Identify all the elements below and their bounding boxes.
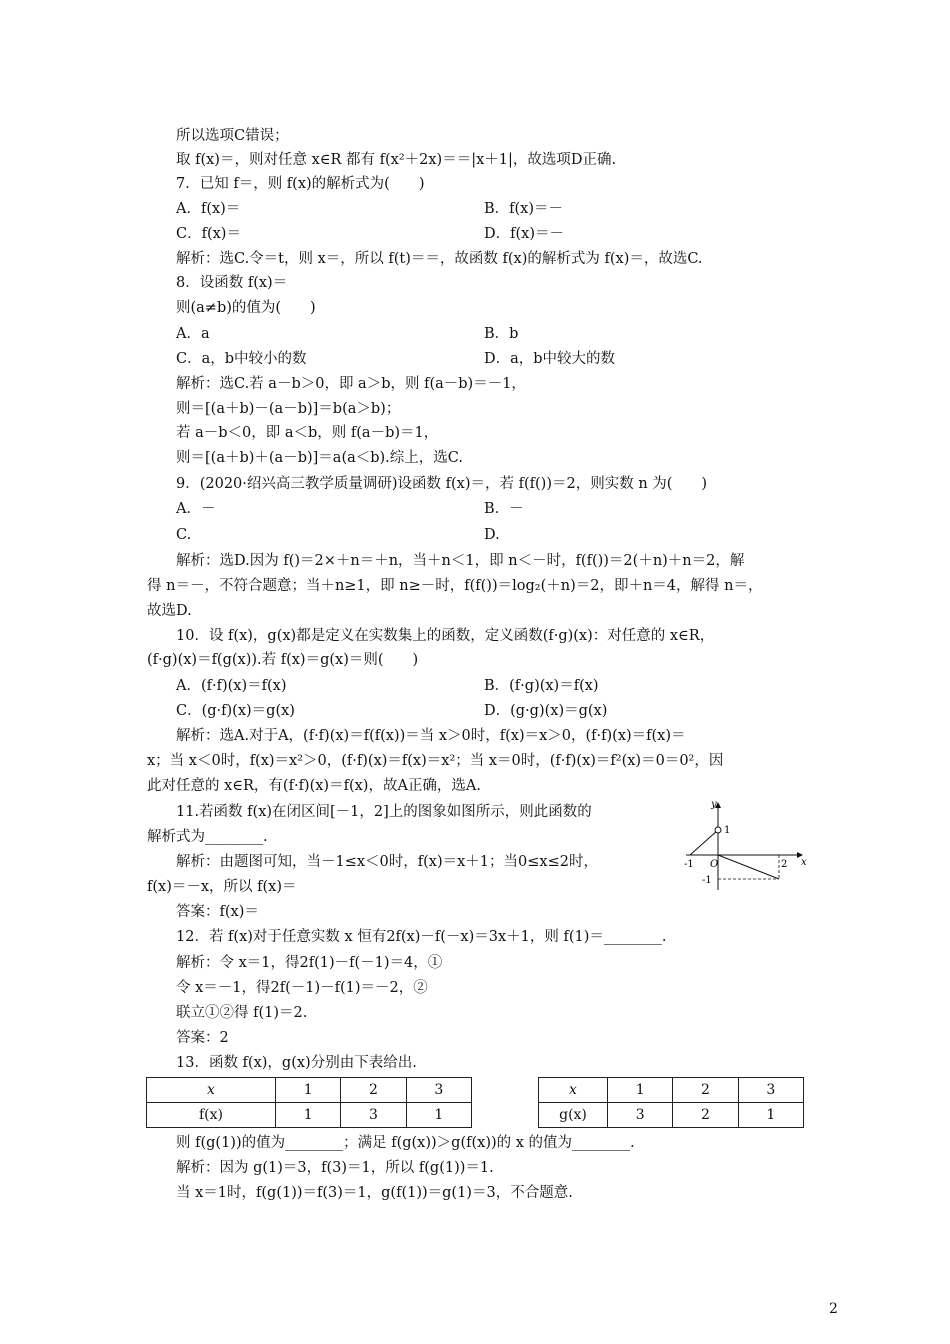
table-cell: 2 xyxy=(673,1103,738,1128)
solution-7: 解析：选C.令＝t，则 x＝，所以 f(t)＝＝，故函数 f(x)的解析式为 f(x)＝，故选C. xyxy=(176,251,703,267)
solution-13-line: 当 x＝1时，f(g(1))＝f(3)＝1，g(f(1))＝g(1)＝3，不合题意. xyxy=(176,1185,573,1201)
question-11: 11.若函数 f(x)在闭区间[－1，2]上的图象如图所示，则此函数的 xyxy=(176,804,592,820)
segment-right xyxy=(718,855,779,879)
x-axis-label: x xyxy=(801,857,807,868)
solution-8-line: 若 a－b＜0，即 a＜b，则 f(a－b)＝1， xyxy=(176,425,439,441)
option-b: B．f(x)＝－ xyxy=(484,201,564,217)
table-row xyxy=(539,1103,804,1128)
text-line: 取 f(x)＝，则对任意 x∈R 都有 f(x²＋2x)＝＝|x＋1|，故选项D正确. xyxy=(176,152,617,168)
question-8: 8．设函数 f(x)＝ xyxy=(176,275,288,291)
table-cell: 1 xyxy=(608,1078,673,1103)
tick-x-pos: 2 xyxy=(781,859,788,870)
question-11-cont: 解析式为________. xyxy=(147,829,268,845)
question-10: 10．设 f(x)，g(x)都是定义在实数集上的函数，定义函数(f·g)(x)：对任意的 x∈R， xyxy=(176,628,715,644)
table-cell: x xyxy=(147,1078,276,1103)
question-10-cont: (f·g)(x)＝f(g(x)).若 f(x)＝g(x)＝则( ) xyxy=(147,652,419,668)
text-line: 所以选项C错误； xyxy=(176,128,289,144)
option-c: C．(g·f)(x)＝g(x) xyxy=(176,703,295,719)
solution-10-line: 此对任意的 x∈R，有(f·f)(x)＝f(x)，故A正确，选A. xyxy=(147,778,481,794)
segment-left xyxy=(690,830,718,855)
solution-9: 解析：选D.因为 f()＝2×＋n＝＋n，当＋n＜1，即 n＜－时，f(f())＝2(＋n)＋n＝2，解 xyxy=(176,553,745,569)
solution-9-line: 得 n＝－，不符合题意；当＋n≥1，即 n≥－时，f(f())＝log₂(＋n)＝2，即＋n＝4，解得 n＝， xyxy=(147,578,763,594)
table-cell: 1 xyxy=(406,1103,471,1128)
option-a: A．(f·f)(x)＝f(x) xyxy=(176,678,287,694)
question-7: 7．已知 f＝，则 f(x)的解析式为( ) xyxy=(176,176,425,192)
question-12: 12．若 f(x)对于任意实数 x 恒有2f(x)－f(－x)＝3x＋1，则 f(1)＝________. xyxy=(176,929,667,945)
table-cell: 3 xyxy=(406,1078,471,1103)
solution-8: 解析：选C.若 a－b＞0，即 a＞b，则 f(a－b)＝－1， xyxy=(176,376,526,392)
solution-12-line: 令 x＝－1，得2f(－1)－f(1)＝－2，② xyxy=(176,980,428,996)
table-row xyxy=(539,1078,804,1103)
question-9: 9．(2020·绍兴高三教学质量调研)设函数 f(x)＝，若 f(f())＝2，则实数 n 为( ) xyxy=(176,476,708,492)
question-13: 13．函数 f(x)，g(x)分别由下表给出. xyxy=(176,1055,417,1071)
option-c: C．a，b中较小的数 xyxy=(176,351,307,367)
table-cell: 3 xyxy=(738,1078,803,1103)
page-number: 2 xyxy=(829,1301,838,1317)
table-cell: 3 xyxy=(341,1103,406,1128)
tick-y-neg: -1 xyxy=(702,875,712,886)
option-a: A．－ xyxy=(176,501,216,517)
solution-12-line: 联立①②得 f(1)＝2. xyxy=(176,1005,308,1021)
option-d: D. xyxy=(484,527,500,543)
answer-11: 答案：f(x)＝ xyxy=(176,904,259,920)
solution-11-line: f(x)＝－x，所以 f(x)＝ xyxy=(147,879,297,895)
option-a: A．a xyxy=(176,326,210,342)
open-point xyxy=(715,827,721,833)
tick-y-pos: 1 xyxy=(724,825,731,836)
answer-12: 答案：2 xyxy=(176,1030,229,1046)
table-cell: g(x) xyxy=(539,1103,608,1128)
y-axis-label: y xyxy=(711,799,717,810)
solution-8-line: 则＝[(a＋b)－(a－b)]＝b(a＞b)； xyxy=(176,401,401,417)
option-d: D．f(x)＝－ xyxy=(484,226,564,242)
question-8-cont: 则(a≠b)的值为( ) xyxy=(176,300,316,316)
solution-12: 解析：令 x＝1，得2f(1)－f(－1)＝4，① xyxy=(176,955,443,971)
table-cell: 1 xyxy=(738,1103,803,1128)
function-graph xyxy=(676,795,810,895)
origin-label: O xyxy=(710,859,719,870)
table-row xyxy=(147,1103,472,1128)
table-cell: 1 xyxy=(276,1103,341,1128)
solution-10: 解析：选A.对于A，(f·f)(x)＝f(f(x))＝当 x＞0时，f(x)＝x＞0，(f·f)(x)＝f(x)＝ xyxy=(176,728,686,744)
solution-9-line: 故选D. xyxy=(147,603,192,619)
option-c: C. xyxy=(176,527,192,543)
table-cell: 2 xyxy=(673,1078,738,1103)
solution-13: 解析：因为 g(1)＝3，f(3)＝1，所以 f(g(1))＝1. xyxy=(176,1160,494,1176)
question-13-blanks: 则 f(g(1))的值为________；满足 f(g(x))＞g(f(x))的 x 的值为________. xyxy=(176,1135,635,1151)
option-d: D．a，b中较大的数 xyxy=(484,351,616,367)
option-b: B．b xyxy=(484,326,519,342)
table-cell: 3 xyxy=(608,1103,673,1128)
table-g xyxy=(538,1077,804,1128)
table-cell: f(x) xyxy=(147,1103,276,1128)
option-d: D．(g·g)(x)＝g(x) xyxy=(484,703,608,719)
table-f xyxy=(146,1077,472,1128)
table-row xyxy=(147,1078,472,1103)
table-cell: x xyxy=(539,1078,608,1103)
table-cell: 2 xyxy=(341,1078,406,1103)
option-b: B．－ xyxy=(484,501,524,517)
option-b: B．(f·g)(x)＝f(x) xyxy=(484,678,599,694)
solution-8-line: 则＝[(a＋b)＋(a－b)]＝a(a＜b).综上，选C. xyxy=(176,450,463,466)
table-cell: 1 xyxy=(276,1078,341,1103)
tick-x-neg: -1 xyxy=(684,859,694,870)
solution-11: 解析：由题图可知，当－1≤x＜0时，f(x)＝x＋1；当0≤x≤2时， xyxy=(176,854,598,870)
option-c: C．f(x)＝ xyxy=(176,226,241,242)
solution-10-line: x；当 x＜0时，f(x)＝x²＞0，(f·f)(x)＝f(x)＝x²；当 x＝0时，(f·f)(x)＝f²(x)＝0＝0²，因 xyxy=(147,753,724,769)
option-a: A．f(x)＝ xyxy=(176,201,241,217)
